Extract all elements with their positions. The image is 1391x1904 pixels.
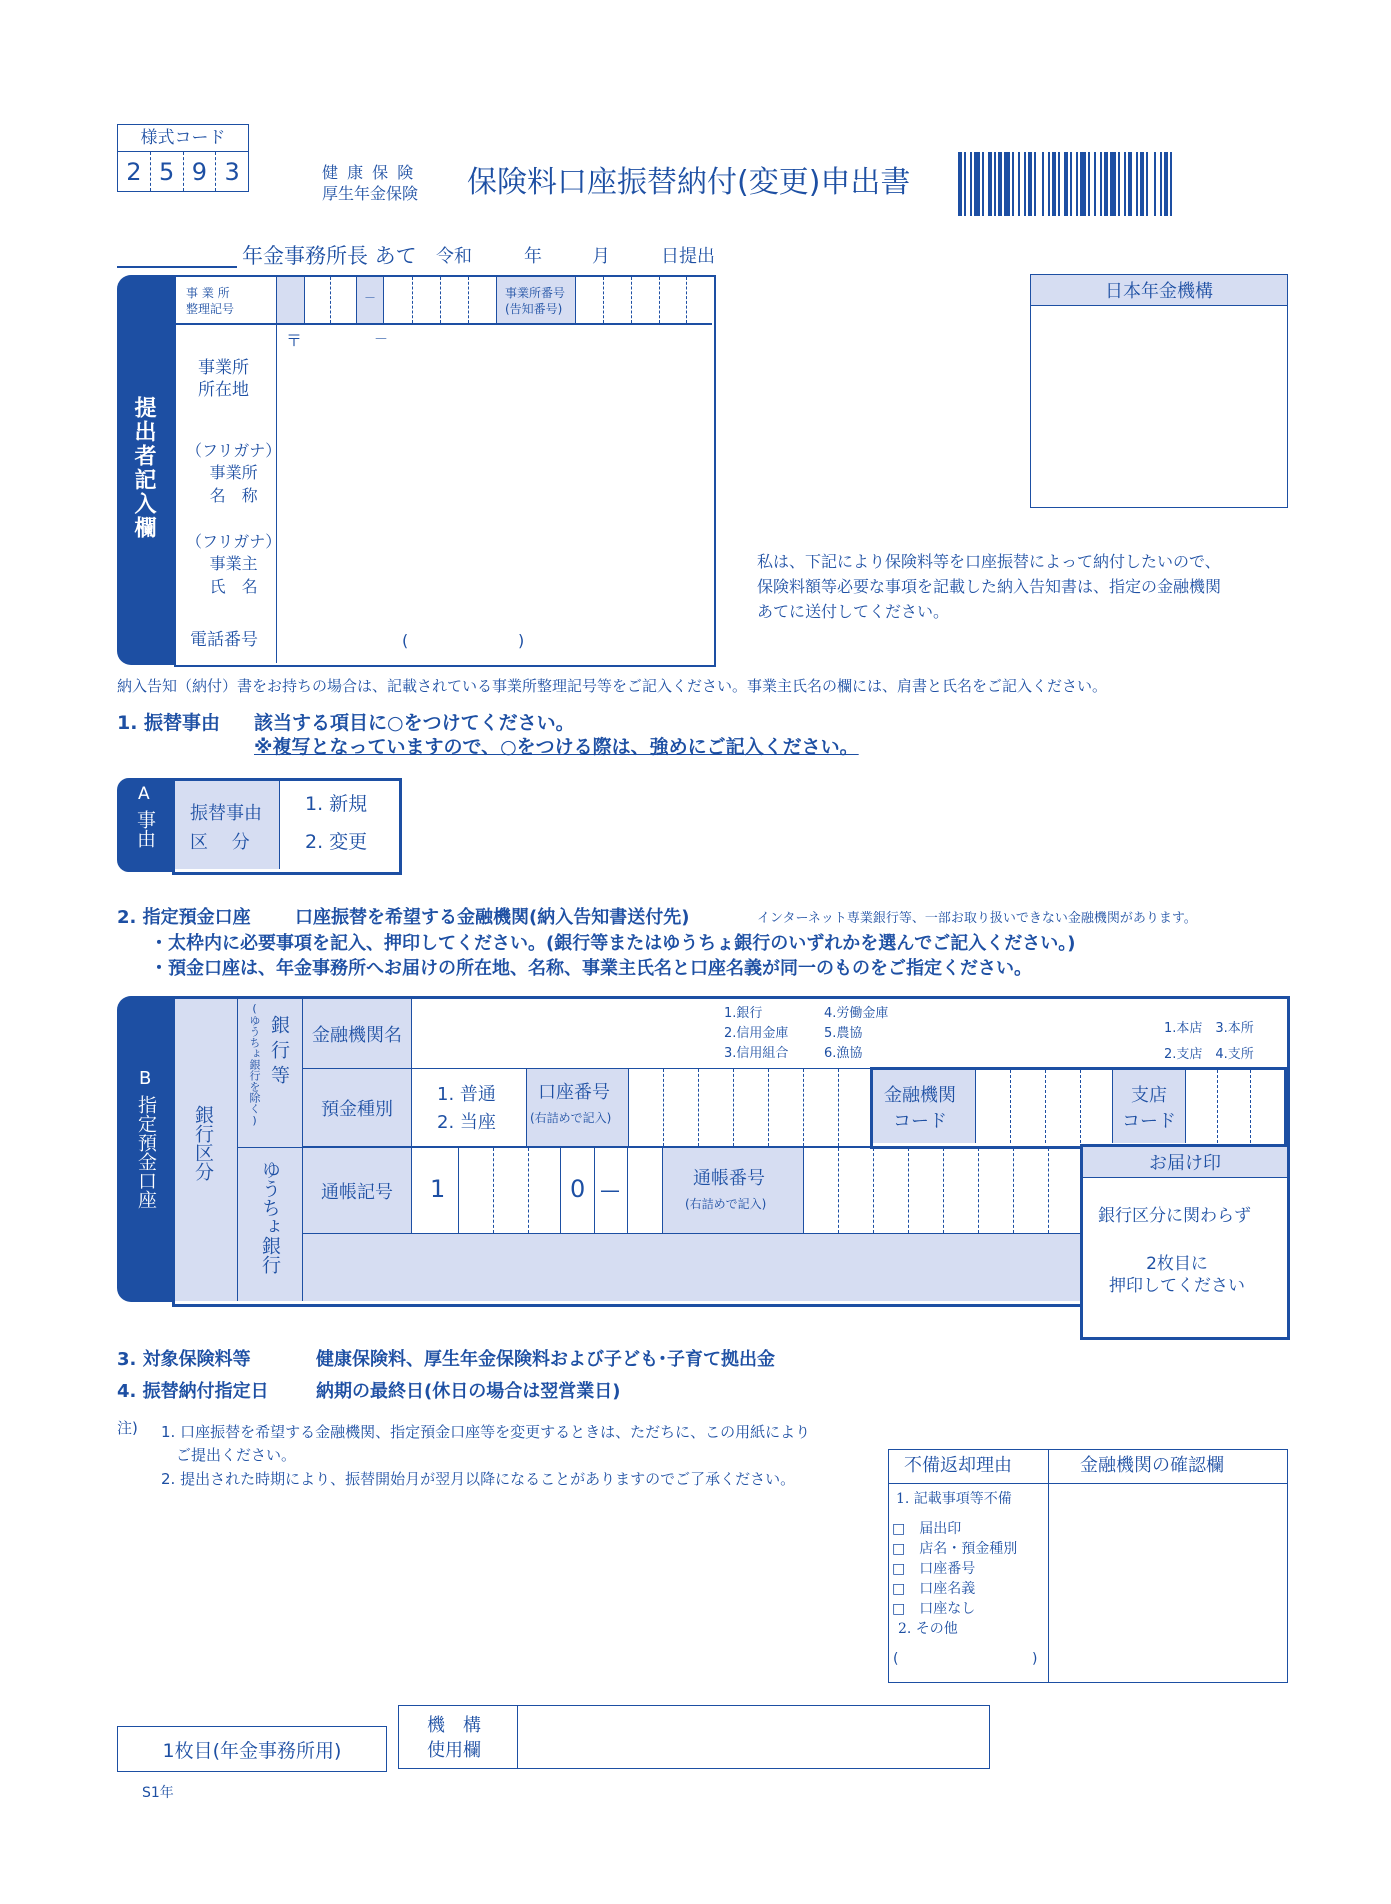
section2-heading: 2. 指定預金口座 bbox=[117, 907, 251, 928]
postal-dash: － bbox=[374, 332, 388, 348]
form-code-digit: 3 bbox=[215, 152, 248, 191]
barcode-bar bbox=[1128, 152, 1132, 216]
barcode-bar bbox=[958, 152, 962, 216]
page-title: 保険料口座振替納付(変更)申出書 bbox=[467, 165, 911, 200]
reason-change-option[interactable]: 2. 変更 bbox=[305, 831, 368, 853]
return-check-label: 口座番号 bbox=[919, 1561, 976, 1577]
account-number-label: 口座番号 bbox=[538, 1082, 610, 1103]
section2-subheading: 口座振替を希望する金融機関(納入告知書送付先) bbox=[295, 907, 690, 928]
copy-label: 1枚目(年金事務所用) bbox=[162, 1739, 342, 1762]
insurance-line2: 厚生年金保険 bbox=[322, 184, 419, 203]
form-code-digit: 5 bbox=[150, 152, 183, 191]
return-check-label: 届出印 bbox=[919, 1521, 962, 1537]
barcode-bar bbox=[1100, 152, 1102, 216]
postal-mark: 〒 bbox=[286, 331, 303, 350]
seal-header bbox=[1083, 1147, 1287, 1178]
form-code-digit: 9 bbox=[183, 152, 216, 191]
return-check-item[interactable] bbox=[892, 1578, 975, 1598]
office-code-dash: － bbox=[364, 291, 377, 305]
note2: 2. 提出された時期により、振替開始月が翌月以降になることがありますのでご了承ください。 bbox=[161, 1470, 796, 1488]
office-name-label: （フリガナ） 事業所 名 称 bbox=[186, 441, 282, 505]
return-check-item[interactable] bbox=[892, 1538, 1017, 1558]
passbook-number-label-cell bbox=[663, 1148, 804, 1233]
request-text: 私は、下記により保険料等を口座振替によって納付したいので、 保険料額等必要な事項を記載した納入告知書は、指定の金融機関 あてに送付してください。 bbox=[757, 552, 1222, 621]
barcode-bar bbox=[994, 152, 996, 216]
barcode-bar bbox=[1160, 152, 1162, 216]
section4-text: 納期の最終日(休日の場合は翌営業日) bbox=[316, 1381, 621, 1402]
section3-heading: 3. 対象保険料等 bbox=[117, 1349, 251, 1370]
return-check-label: 店名・預金種別 bbox=[919, 1541, 1018, 1557]
barcode-bar bbox=[1104, 152, 1108, 216]
return-check-item[interactable] bbox=[892, 1598, 975, 1618]
sectionA-side-label: 事由 bbox=[134, 810, 156, 848]
section1-instruction2: ※複写となっていますので、○をつける際は、強めにご記入ください。 bbox=[254, 736, 859, 758]
sectionA-letter: A bbox=[138, 784, 150, 804]
return-check-label: 口座なし bbox=[919, 1601, 976, 1617]
yucho-extra-row bbox=[303, 1234, 1083, 1301]
phone-paren-close: ) bbox=[518, 631, 525, 650]
barcode-bar bbox=[998, 152, 1002, 216]
barcode-bar bbox=[1070, 152, 1072, 216]
deposit-type-label: 預金種別 bbox=[321, 1098, 393, 1120]
return-paren-close: ) bbox=[1032, 1651, 1038, 1667]
jpa-header bbox=[1031, 275, 1287, 306]
barcode-bar bbox=[1136, 152, 1138, 216]
barcode-bar bbox=[1140, 152, 1144, 216]
barcode-bar bbox=[1042, 152, 1044, 216]
office-location-label: 事業所 所在地 bbox=[198, 358, 249, 401]
notice-line: 納入告知（納付）書をお持ちの場合は、記載されている事業所整理記号等をご記入ください。事業主氏名の欄には、肩書と氏名をご記入ください。 bbox=[117, 677, 1108, 695]
section2-bullet1: ・太枠内に必要事項を記入、押印してください。(銀行等またはゆうちょ銀行のいずれかを選んでご記入ください。) bbox=[150, 933, 1076, 954]
branch-code-label: 支店 コード bbox=[1122, 1085, 1176, 1133]
barcode-bar bbox=[1024, 152, 1026, 216]
insurance-line1: 健 康 保 険 bbox=[322, 163, 416, 182]
institution-name-label: 金融機関名 bbox=[312, 1024, 402, 1046]
barcode-bar bbox=[974, 152, 980, 216]
office-code-label: 事 業 所 整理記号 bbox=[186, 286, 235, 317]
barcode-bar bbox=[1048, 152, 1050, 216]
passbook-number-label: 通帳番号 bbox=[693, 1168, 765, 1189]
return-item1: 1. 記載事項等不備 bbox=[896, 1491, 1012, 1507]
barcode-bar bbox=[970, 152, 972, 216]
account-number-label-cell bbox=[527, 1069, 629, 1146]
section2-bullet2: ・預金口座は、年金事務所へお届けの所在地、名称、事業主氏名と口座名義が同一のものをご指定ください。 bbox=[150, 958, 1032, 979]
month-label: 月 bbox=[592, 246, 610, 267]
seal-note1: 銀行区分に関わらず bbox=[1098, 1206, 1251, 1226]
section2-note: インターネット専業銀行等、一部お取り扱いできない金融機関があります。 bbox=[757, 911, 1197, 926]
bank-category-label: 銀行区分 bbox=[192, 1105, 214, 1181]
passbook-symbol-prefix: 1 bbox=[430, 1175, 446, 1203]
section1-heading: 1. 振替事由 bbox=[117, 712, 221, 734]
barcode-bar bbox=[1164, 152, 1168, 216]
institution-code-label: 金融機関 コード bbox=[884, 1085, 956, 1133]
barcode-bar bbox=[982, 152, 984, 216]
org-use-label: 機 構 使用欄 bbox=[427, 1715, 481, 1762]
account-number-note: (右詰めで記入) bbox=[530, 1111, 612, 1125]
sectionB-letter: B bbox=[139, 1068, 152, 1089]
barcode-bar bbox=[1076, 152, 1078, 216]
owner-name-label: （フリガナ） 事業主 氏 名 bbox=[186, 532, 282, 596]
seal-label: お届け印 bbox=[1149, 1153, 1221, 1174]
barcode-bar bbox=[1058, 152, 1060, 216]
copy-label-box bbox=[117, 1726, 387, 1772]
jpa-label: 日本年金機構 bbox=[1105, 281, 1213, 302]
barcode-bar bbox=[1088, 152, 1090, 216]
reason-new-option[interactable]: 1. 新規 bbox=[305, 793, 368, 815]
sectionA-field-label: 振替事由 区 分 bbox=[190, 803, 262, 853]
checkbox-icon[interactable]: □ bbox=[892, 1561, 906, 1577]
barcode-bar bbox=[1004, 152, 1010, 216]
bank-etc-note: (ゆうちょ銀行を除く) bbox=[248, 1002, 261, 1127]
footer-code: S1年 bbox=[142, 1785, 174, 1801]
section3-text: 健康保険料、厚生年金保険料および子ども･子育て拠出金 bbox=[316, 1349, 775, 1370]
return-reason-header: 不備返却理由 bbox=[904, 1455, 1012, 1476]
barcode-bar bbox=[1118, 152, 1120, 216]
barcode-bar bbox=[1034, 152, 1036, 216]
barcode-bar bbox=[1146, 152, 1148, 216]
submitter-side-label: 提出者記入欄 bbox=[131, 396, 156, 540]
institution-name-label-cell bbox=[303, 999, 412, 1069]
barcode-bar bbox=[1124, 152, 1126, 216]
phone-paren-open: ( bbox=[402, 631, 409, 650]
jpa-stamp-box bbox=[1030, 274, 1288, 508]
return-paren-open: ( bbox=[893, 1651, 899, 1667]
barcode bbox=[958, 152, 1280, 216]
office-code-cell1 bbox=[276, 277, 304, 323]
barcode-bar bbox=[1110, 152, 1116, 216]
seal-note2: 2枚目に 押印してください bbox=[1109, 1254, 1245, 1297]
yucho-label: ゆうちょ銀行 bbox=[259, 1160, 281, 1274]
return-check-item[interactable] bbox=[892, 1518, 961, 1538]
form-code-label: 様式コード bbox=[140, 127, 226, 148]
checkbox-icon[interactable]: □ bbox=[892, 1521, 906, 1537]
passbook-symbol-zero: 0 bbox=[570, 1175, 586, 1203]
phone-label: 電話番号 bbox=[190, 630, 258, 650]
sectionB-side-label: 指定預金口座 bbox=[135, 1095, 157, 1209]
form-code-digits bbox=[118, 152, 248, 191]
to-office-chief: 年金事務所長 あて bbox=[242, 244, 417, 268]
org-use-box bbox=[398, 1705, 990, 1769]
checkbox-icon[interactable]: □ bbox=[892, 1541, 906, 1557]
barcode-bar bbox=[1028, 152, 1032, 216]
barcode-bar bbox=[988, 152, 992, 216]
checkbox-icon[interactable]: □ bbox=[892, 1581, 906, 1597]
barcode-bar bbox=[1012, 152, 1014, 216]
passbook-symbol-label: 通帳記号 bbox=[321, 1181, 393, 1203]
bank-confirm-header: 金融機関の確認欄 bbox=[1080, 1455, 1224, 1476]
submit-day-label: 日提出 bbox=[661, 246, 715, 267]
barcode-bar bbox=[1018, 152, 1020, 216]
office-name-line bbox=[117, 266, 237, 268]
barcode-bar bbox=[1052, 152, 1056, 216]
passbook-symbol-dash: — bbox=[600, 1178, 620, 1202]
branch-types: 1.本店 3.本所 2.支店 4.支所 bbox=[1164, 1021, 1254, 1062]
note1: 1. 口座振替を希望する金融機関、指定預金口座等を変更するときは、ただちに、この用紙により ご提出ください。 bbox=[161, 1423, 811, 1465]
barcode-bar bbox=[1170, 152, 1172, 216]
barcode-bar bbox=[964, 152, 966, 216]
passbook-symbol-label-cell bbox=[303, 1148, 412, 1233]
form-code-digit: 2 bbox=[126, 157, 142, 186]
section4-heading: 4. 振替納付指定日 bbox=[117, 1381, 269, 1402]
deposit-options[interactable]: 1. 普通 2. 当座 bbox=[437, 1084, 496, 1133]
bank-etc-label: 銀行等 bbox=[268, 1015, 290, 1090]
era-label: 令和 bbox=[436, 246, 472, 267]
return-item2: 2. その他 bbox=[898, 1621, 958, 1637]
barcode-bar bbox=[1154, 152, 1156, 216]
form-code-box bbox=[117, 124, 249, 192]
notes-prefix: 注) bbox=[117, 1419, 138, 1437]
institution-types-col2: 4.労働金庫 5.農協 6.漁協 bbox=[824, 1006, 889, 1062]
return-check-label: 口座名義 bbox=[919, 1581, 976, 1597]
barcode-bar bbox=[1080, 152, 1086, 216]
checkbox-icon[interactable]: □ bbox=[892, 1601, 906, 1617]
return-check-item[interactable] bbox=[892, 1558, 975, 1578]
barcode-bar bbox=[1094, 152, 1096, 216]
deposit-type-label-cell bbox=[303, 1069, 412, 1146]
section1-instruction1: 該当する項目に○をつけてください。 bbox=[254, 712, 575, 734]
institution-types-col1: 1.銀行 2.信用金庫 3.信用組合 bbox=[724, 1006, 789, 1062]
year-label: 年 bbox=[524, 246, 542, 267]
barcode-bar bbox=[1064, 152, 1068, 216]
office-number-label: 事業所番号 (告知番号) bbox=[505, 286, 566, 317]
passbook-number-note: (右詰めで記入) bbox=[685, 1197, 767, 1211]
